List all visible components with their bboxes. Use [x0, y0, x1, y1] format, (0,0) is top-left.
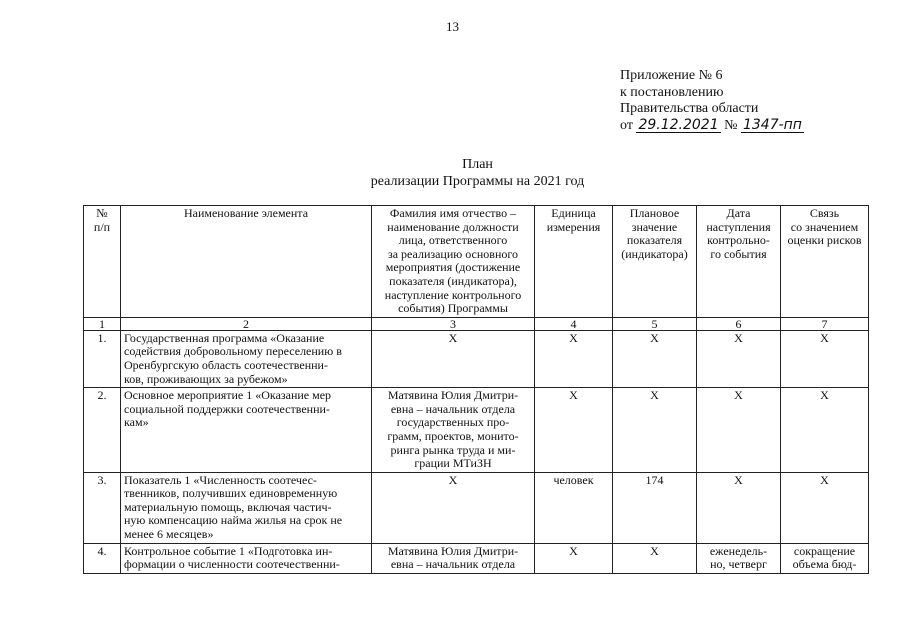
planned-value: X [613, 543, 697, 573]
row-number: 1. [84, 330, 121, 387]
planned-value: X [613, 388, 697, 473]
column-number: 2 [121, 317, 372, 330]
planned-value: 174 [613, 472, 697, 543]
unit: X [535, 543, 613, 573]
document-title [0, 156, 905, 190]
responsible-person: Матявина Юлия Дмитри- евна – начальник отдела государственных про- грамм, проектов, монито- ринга рынка труда и ми- грации МТиЗН [372, 388, 535, 473]
header-cell: № п/п [84, 206, 121, 318]
table-row [84, 330, 869, 387]
column-number: 5 [613, 317, 697, 330]
header-cell: Наименование элемента [121, 206, 372, 318]
planned-value: X [613, 330, 697, 387]
column-number: 4 [535, 317, 613, 330]
plan-table [83, 205, 869, 574]
element-name: Государственная программа «Оказание содействия добровольному переселению в Оренбургскую область соотечественни- ков, проживающих за рубежом» [121, 330, 372, 387]
handwritten-date: 29.12.2021 [638, 116, 719, 133]
number-prefix: № [724, 117, 738, 133]
responsible-person: Матявина Юлия Дмитри- евна – начальник отдела [372, 543, 535, 573]
responsible-person: X [372, 472, 535, 543]
column-number-row [84, 317, 869, 330]
event-date: еженедель- но, четверг [697, 543, 781, 573]
row-number: 3. [84, 472, 121, 543]
appendix-line-2: к постановлению [620, 84, 724, 100]
column-number: 1 [84, 317, 121, 330]
column-number: 6 [697, 317, 781, 330]
appendix-block [620, 68, 804, 134]
column-number: 3 [372, 317, 535, 330]
unit: X [535, 330, 613, 387]
page-number: 13 [446, 19, 459, 34]
risk-link: сокращение объема бюд- [781, 543, 869, 573]
unit: X [535, 388, 613, 473]
appendix-date-line [620, 118, 804, 135]
row-number: 2. [84, 388, 121, 473]
element-name: Показатель 1 «Численность соотечес- твенников, получивших единовременную материальную помощь, включая частич- ную компенсацию найма жилья на срок не менее 6 месяцев» [121, 472, 372, 543]
risk-link: X [781, 472, 869, 543]
appendix-line-1: Приложение № 6 [620, 68, 723, 83]
title-line-2: реализации Программы на 2021 год [370, 174, 585, 189]
responsible-person: X [372, 330, 535, 387]
table-row [84, 388, 869, 473]
header-cell: Фамилия имя отчество – наименование должности лица, ответственного за реализацию основного мероприятия (достижение показателя (индикатора), наступление контрольного события) Программы [372, 206, 535, 318]
header-row [84, 206, 869, 318]
header-cell: Дата наступления контрольно- го события [697, 206, 781, 318]
column-number: 7 [781, 317, 869, 330]
header-cell: Плановое значение показателя (индикатора) [613, 206, 697, 318]
risk-link: X [781, 330, 869, 387]
risk-link: X [781, 388, 869, 473]
unit: человек [535, 472, 613, 543]
appendix-line-3: Правительства области [620, 101, 759, 116]
element-name: Контрольное событие 1 «Подготовка ин- формации о численности соотечественни- [121, 543, 372, 573]
handwritten-number: 1347-пп [742, 116, 802, 133]
table-row [84, 472, 869, 543]
header-cell: Единица измерения [535, 206, 613, 318]
row-number: 4. [84, 543, 121, 573]
event-date: X [697, 330, 781, 387]
table-row [84, 543, 869, 573]
header-cell: Связь со значением оценки рисков [781, 206, 869, 318]
element-name: Основное мероприятие 1 «Оказание мер социальной поддержки соотечественни- кам» [121, 388, 372, 473]
title-line-1: План [462, 157, 493, 172]
date-prefix: от [620, 117, 633, 133]
event-date: X [697, 472, 781, 543]
event-date: X [697, 388, 781, 473]
